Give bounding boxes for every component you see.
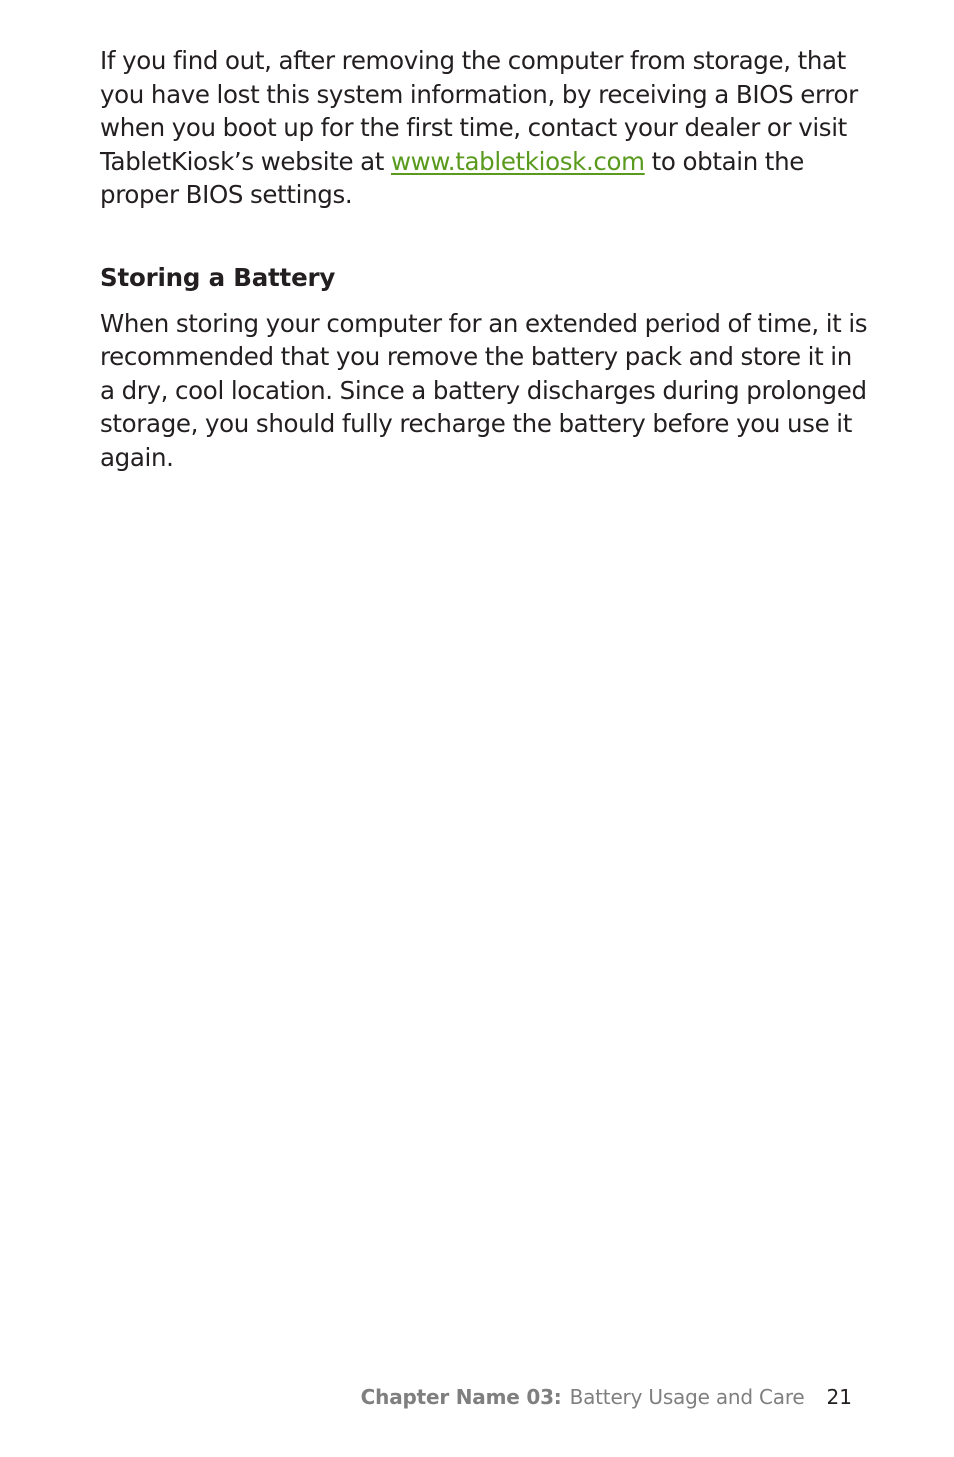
- page-content: [100, 44, 868, 474]
- battery-storage-paragraph: [100, 307, 868, 475]
- page-footer: [361, 1383, 852, 1411]
- footer-chapter-label: Chapter Name 03:: [360, 1385, 562, 1409]
- line-text: to obtain the: [644, 146, 804, 176]
- tabletkiosk-website-link[interactable]: www.tabletkiosk.com: [390, 146, 645, 176]
- section-heading: Storing a Battery: [100, 262, 336, 292]
- paragraph-line: If you find out, after removing the computer from storage, that: [100, 46, 846, 75]
- paragraph-line: again.: [100, 442, 174, 472]
- paragraph-line: storage, you should fully recharge the battery before you use it: [100, 409, 852, 438]
- footer-section-title: Battery Usage and Care: [569, 1385, 805, 1409]
- paragraph-line: [100, 145, 860, 179]
- paragraph-line: you have lost this system information, by receiving a BIOS error: [100, 79, 858, 109]
- paragraph-line: when you boot up for the first time, contact your dealer or visit: [100, 113, 847, 142]
- page-number: 21: [826, 1385, 852, 1409]
- bios-paragraph: [100, 44, 860, 212]
- paragraph-line: proper BIOS settings.: [100, 180, 353, 209]
- paragraph-line: When storing your computer for an extended period of time, it is: [100, 308, 868, 338]
- paragraph-line: recommended that you remove the battery pack and store it in: [100, 342, 852, 371]
- paragraph-line: a dry, cool location. Since a battery discharges during prolonged: [100, 375, 867, 405]
- line-text: TabletKiosk’s website at: [100, 146, 391, 176]
